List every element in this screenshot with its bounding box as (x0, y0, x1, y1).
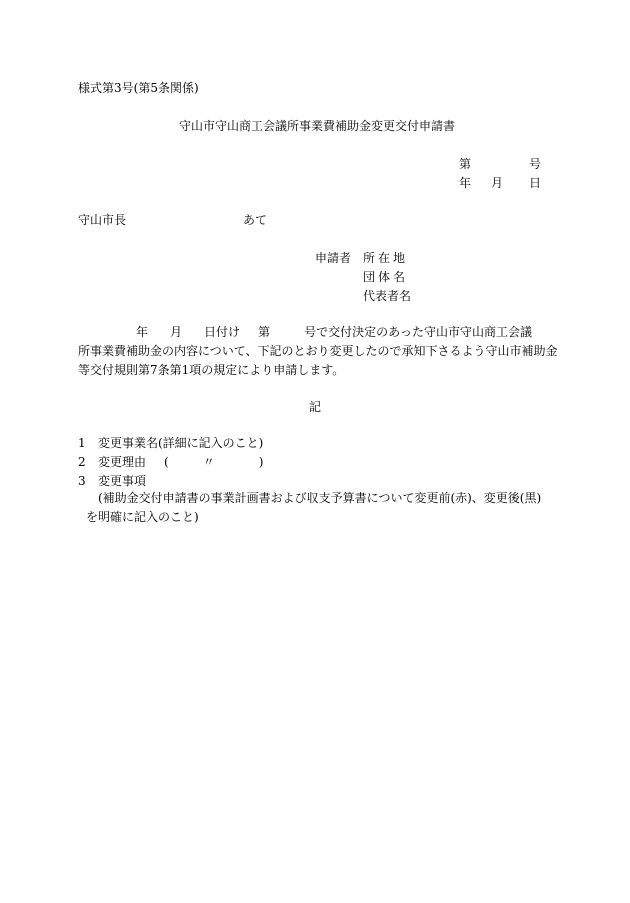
doc-number-suffix: 号 (529, 157, 542, 171)
body-line-1 (78, 323, 568, 342)
body-line-3: 等交付規則第7条第1項の規定により申請します。 (78, 363, 345, 377)
body-paragraph (78, 323, 568, 380)
organization-label: 団体名 (363, 270, 409, 284)
list-item (78, 455, 263, 469)
date-month: 月 (491, 176, 504, 190)
ki-heading: 記 (309, 400, 322, 414)
applicant-label: 申請者 (315, 251, 352, 265)
addressee-honorific: あて (243, 213, 268, 227)
note-line-2: を明確に記入のこと) (86, 510, 199, 524)
document-title: 守山市守山商工会議所事業費補助金変更交付申請書 (179, 119, 456, 133)
body-line-2: 所事業費補助金の内容について、下記のとおり変更したので承知下さるよう守山市補助金 (78, 344, 558, 358)
addressee-name: 守山市長 (78, 213, 127, 227)
date-day: 日 (529, 176, 542, 190)
address-label: 所在地 (363, 251, 409, 265)
item-number: 2 (78, 455, 86, 469)
paren-close: ) (258, 455, 264, 469)
form-number: 様式第3号(第5条関係) (78, 81, 199, 95)
item-text: 変更事業名(詳細に記入のこと) (98, 436, 264, 450)
paren-open: ( (164, 455, 169, 469)
ditto-mark: 〃 (202, 455, 215, 469)
item-text: 変更事項 (98, 474, 147, 488)
representative-label: 代表者名 (363, 289, 412, 303)
body-dai: 第 (258, 325, 271, 339)
item-number: 1 (78, 436, 86, 450)
body-month: 月 (170, 325, 183, 339)
note-line-1: (補助金交付申請書の事業計画書および収支予算書について変更前(赤)、変更後(黒) (98, 491, 542, 505)
doc-number-prefix: 第 (459, 157, 472, 171)
date-year: 年 (459, 176, 472, 190)
body-line-1-rest: 号で交付決定のあった守山市守山商工会議 (304, 325, 532, 339)
item-number: 3 (78, 474, 86, 488)
list-item (78, 436, 263, 450)
list-item (78, 474, 146, 488)
item-text: 変更理由 (98, 455, 147, 469)
body-day: 日付け (204, 325, 241, 339)
body-year: 年 (136, 325, 149, 339)
